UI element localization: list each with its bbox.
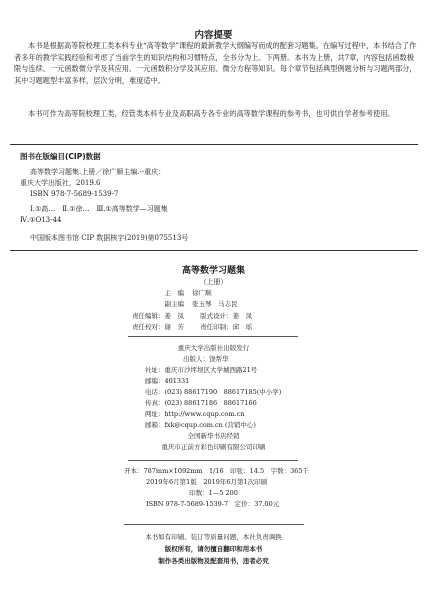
spec-line: ISBN 978-7-5689-1539-7 定价：37.00元 (146, 500, 280, 508)
pub-info-line: 出版人：饶帮华 (183, 355, 229, 363)
editor-label: 版式设计： (200, 312, 233, 320)
divider-short (128, 336, 298, 337)
staff-label: 副主编 (164, 300, 184, 308)
staff-deputy-editors (150, 299, 238, 309)
staff-editor-in-chief (150, 288, 212, 298)
editor-label: 责任编辑： (132, 312, 165, 320)
staff-value: 徐广顺 (192, 289, 212, 297)
pub-info-line: 全国新华书店经销 (187, 432, 240, 440)
pub-info-line: 网址：http://www.cqup.com.cn (145, 410, 245, 418)
spec-line: 开本：787mm×1092mm 1/16 印张：14.5 字数：365千 (124, 467, 310, 475)
spec-line: 印数：1—5 200 (189, 489, 238, 497)
cip-line: Ⅳ.①O13-44 (20, 216, 62, 224)
editor-row (132, 322, 252, 332)
cip-line: 高等数学习题集.上册／徐广顺主编.--重庆： (30, 168, 166, 176)
cip-line: ISBN 978-7-5689-1539-7 (30, 190, 119, 198)
editor-value: 姜 凤 (164, 312, 184, 320)
staff-value: 张玉琴 马志民 (192, 300, 238, 308)
notice-line: 本书如有印刷、装订等质量问题，本社负责调换 (145, 533, 282, 541)
editor-value: 谢 芳 (164, 323, 184, 331)
pub-info-line: 邮箱：fxk@cqup.com.cn (营销中心) (145, 421, 256, 429)
staff-label: 主 编 (164, 289, 184, 297)
pub-info-line: 传真：(023) 88617186 88617166 (145, 399, 257, 407)
pub-info-line: 社址：重庆市沙坪坝区大学城西路21号 (145, 366, 258, 374)
pub-info-line: 电话：(023) 88617190 88617185(中小学) (145, 388, 282, 396)
cip-line: 重庆大学出版社，2019.6 (20, 179, 101, 187)
cip-heading: 图书在版编目(CIP)数据 (20, 152, 101, 161)
cip-record: 中国版本图书馆 CIP 数据核字(2019)第075513号 (30, 234, 189, 242)
editor-label: 责任校对： (132, 323, 165, 331)
editor-value: 姜 凤 (232, 312, 253, 320)
summary-paragraph-2: 本书可作为高等院校理工类、经管类本科专业及高职高专各专业的高等数学课程的参考书，也可供自学者参考使用。 (28, 109, 395, 118)
editor-label: 责任印制： (200, 323, 233, 331)
divider-notice (124, 524, 304, 525)
divider-middle (10, 250, 418, 251)
divider-top (10, 144, 418, 145)
divider-specs (128, 460, 298, 461)
cip-line: Ⅰ.①高… Ⅱ.①徐… Ⅲ.①高等数学—习题集 (30, 205, 168, 213)
summary-title: 内容提要 (194, 30, 233, 41)
book-title: 高等数学习题集 (181, 266, 245, 276)
editor-value: 邱 瑶 (232, 323, 253, 331)
spec-line: 2019年6月第1版 2019年6月第1次印刷 (146, 478, 268, 486)
publisher-line: 重庆大学出版社出版发行 (177, 344, 250, 352)
pub-info-line: 邮编：401331 (145, 377, 190, 385)
editor-row (132, 311, 252, 321)
summary-paragraph-1: 本书是根据高等院校理工类本科专业“高等数学”课程的最新教学大纲编写而成的配套习题集。在编写过程中，本书结合了作者多年的教学实践经验和考虑了当前学生的知识结构和习惯特点，全书分为上、下两册。本书为上册，共7章，内容包括函数极限与连续、一元函数微分学及其应用、一元函数积分学及其应用、微分方程等知识。每个章节包括典型例题分析与习题两部分，其中习题题型丰富多样，层次分明，难度适中。 (14, 41, 417, 85)
notice-line: 制作各类出版物及配套用书，违者必究 (158, 557, 269, 565)
book-volume: （上册） (199, 278, 228, 286)
notice-line: 版权所有，请勿擅自翻印和用本书 (164, 545, 263, 553)
pub-info-line: 重庆市正前方彩色印刷有限公司印刷 (161, 443, 266, 451)
